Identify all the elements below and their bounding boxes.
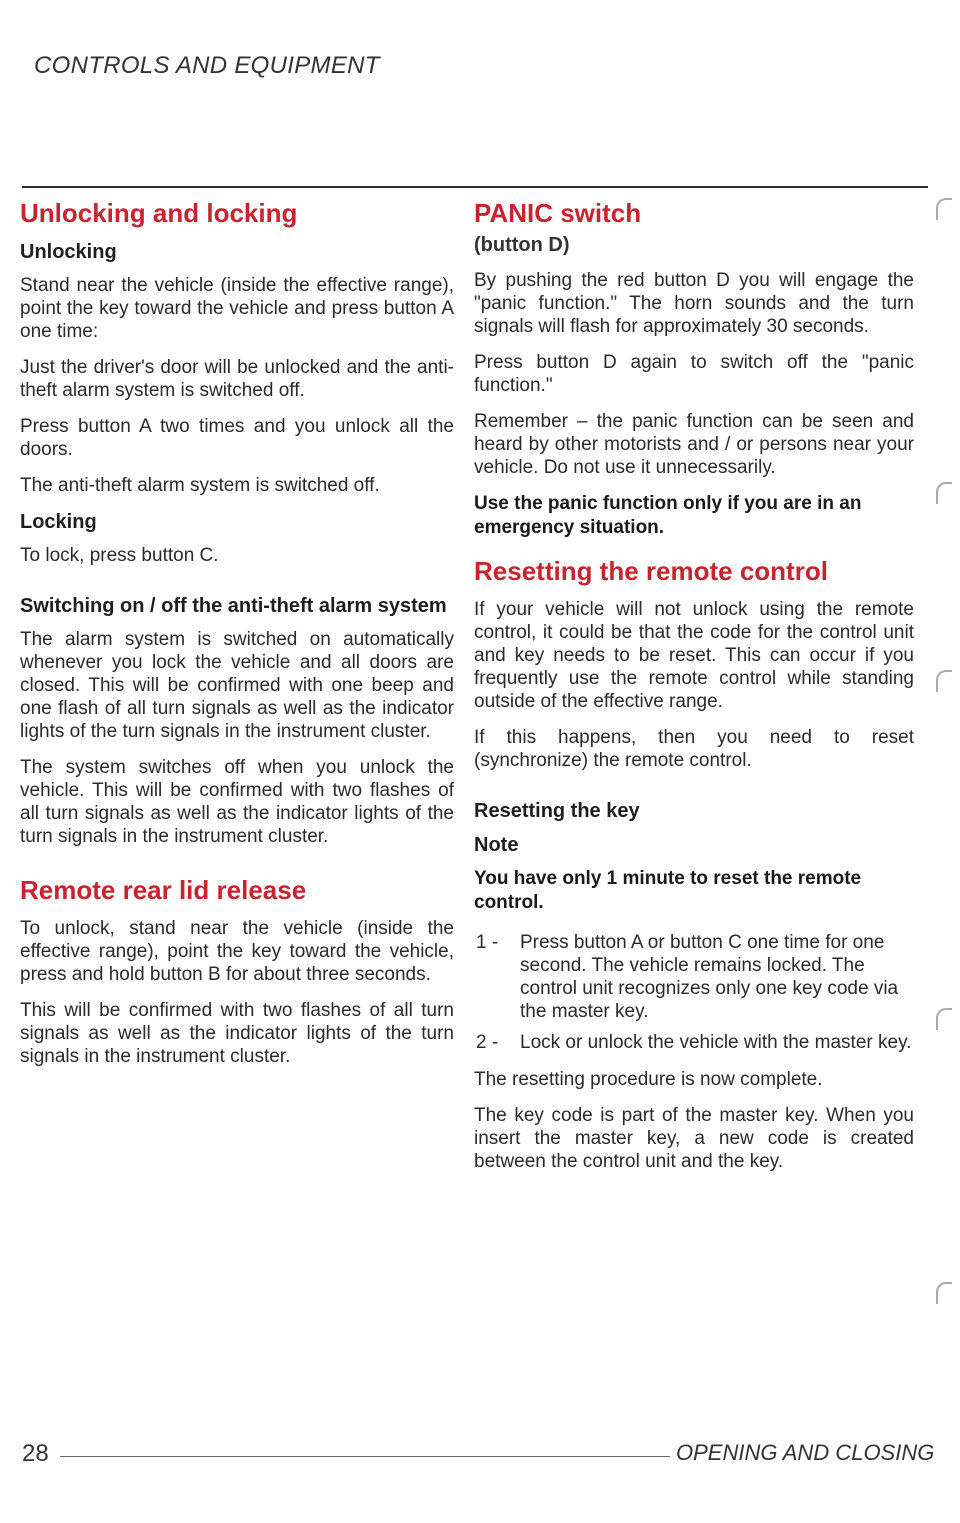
footer-divider [60,1456,670,1457]
reset-paragraph-2: If this happens, then you need to reset (synchronize) the remote control. [474,727,914,771]
reset-remote-heading: Resetting the remote control [474,556,828,586]
remote-rear-lid-heading: Remote rear lid release [20,875,307,905]
step-text: Lock or unlock the vehicle with the master key. [520,1032,912,1053]
panic-warning: Use the panic function only if you are in an emergency situation. [474,493,862,538]
margin-tab-mark [936,670,952,692]
reset-steps-list [474,931,914,1054]
note-text: You have only 1 minute to reset the remote control. [474,868,862,913]
alarm-switch-heading: Switching on / off the anti-theft alarm system [20,595,447,617]
margin-tab-mark [936,1008,952,1030]
panic-paragraph-3: Remember – the panic function can be seen and heard by other motorists and / or persons near your vehicle. Do not use it unnecessarily. [474,411,914,478]
panic-paragraph-1: By pushing the red button D you will engage the "panic function." The horn sounds and the turn signals will flash for approximately 30 seconds. [474,270,914,337]
list-item [474,931,914,1023]
unlocking-and-locking-heading: Unlocking and locking [20,198,298,228]
reset-paragraph-1: If your vehicle will not unlock using the remote control, it could be that the code for the control unit and key needs to be reset. This can occur if you frequently use the remote control while standing outside of the effective range. [474,599,914,712]
step-number: 2 - [476,1032,499,1053]
panic-paragraph-2: Press button D again to switch off the "panic function." [474,352,914,396]
page-number: 28 [22,1440,49,1467]
margin-tab-mark [936,1282,952,1304]
unlocking-paragraph-2: Just the driver's door will be unlocked and the anti-theft alarm system is switched off. [20,357,454,401]
right-column [474,198,914,1186]
reset-complete-paragraph: The resetting procedure is now complete. [474,1069,823,1090]
locking-heading: Locking [20,511,97,533]
step-number: 1 - [476,932,499,953]
panic-switch-subheading: (button D) [474,234,570,256]
margin-tab-mark [936,482,952,504]
locking-paragraph: To lock, press button C. [20,545,219,566]
alarm-paragraph-2: The system switches off when you unlock the vehicle. This will be confirmed with two flashes of all turn signals as well as the indicator lights of the turn signals in the instrument cluster. [20,757,454,847]
reset-key-heading: Resetting the key [474,800,640,822]
panic-switch-heading: PANIC switch [474,198,642,228]
unlocking-paragraph-3: Press button A two times and you unlock all the doors. [20,416,454,460]
rear-lid-paragraph-2: This will be confirmed with two flashes of all turn signals as well as the indicator lights of the turn signals in the instrument cluster. [20,1000,454,1067]
rear-lid-paragraph-1: To unlock, stand near the vehicle (inside the effective range), point the key toward the vehicle, press and hold button B for about three seconds. [20,918,454,985]
unlocking-heading: Unlocking [20,241,117,263]
footer-section-title: OPENING AND CLOSING [676,1440,935,1465]
note-heading: Note [474,834,519,856]
header-divider [22,186,928,188]
unlocking-paragraph-4: The anti-theft alarm system is switched off. [20,475,380,496]
page-section-header: CONTROLS AND EQUIPMENT [34,52,380,79]
unlocking-paragraph-1: Stand near the vehicle (inside the effective range), point the key toward the vehicle and press button A one time: [20,275,454,342]
alarm-paragraph-1: The alarm system is switched on automatically whenever you lock the vehicle and all doors are closed. This will be confirmed with one beep and one flash of all turn signals as well as the indicator lights of the turn signals in the instrument cluster. [20,629,454,742]
step-text: Press button A or button C one time for one second. The vehicle remains locked. The control unit recognizes only one key code via the master key. [520,932,899,1022]
left-column [20,198,454,1081]
list-item [474,1031,914,1054]
margin-tab-mark [936,198,952,220]
key-code-paragraph: The key code is part of the master key. When you insert the master key, a new code is created between the control unit and the key. [474,1105,914,1172]
